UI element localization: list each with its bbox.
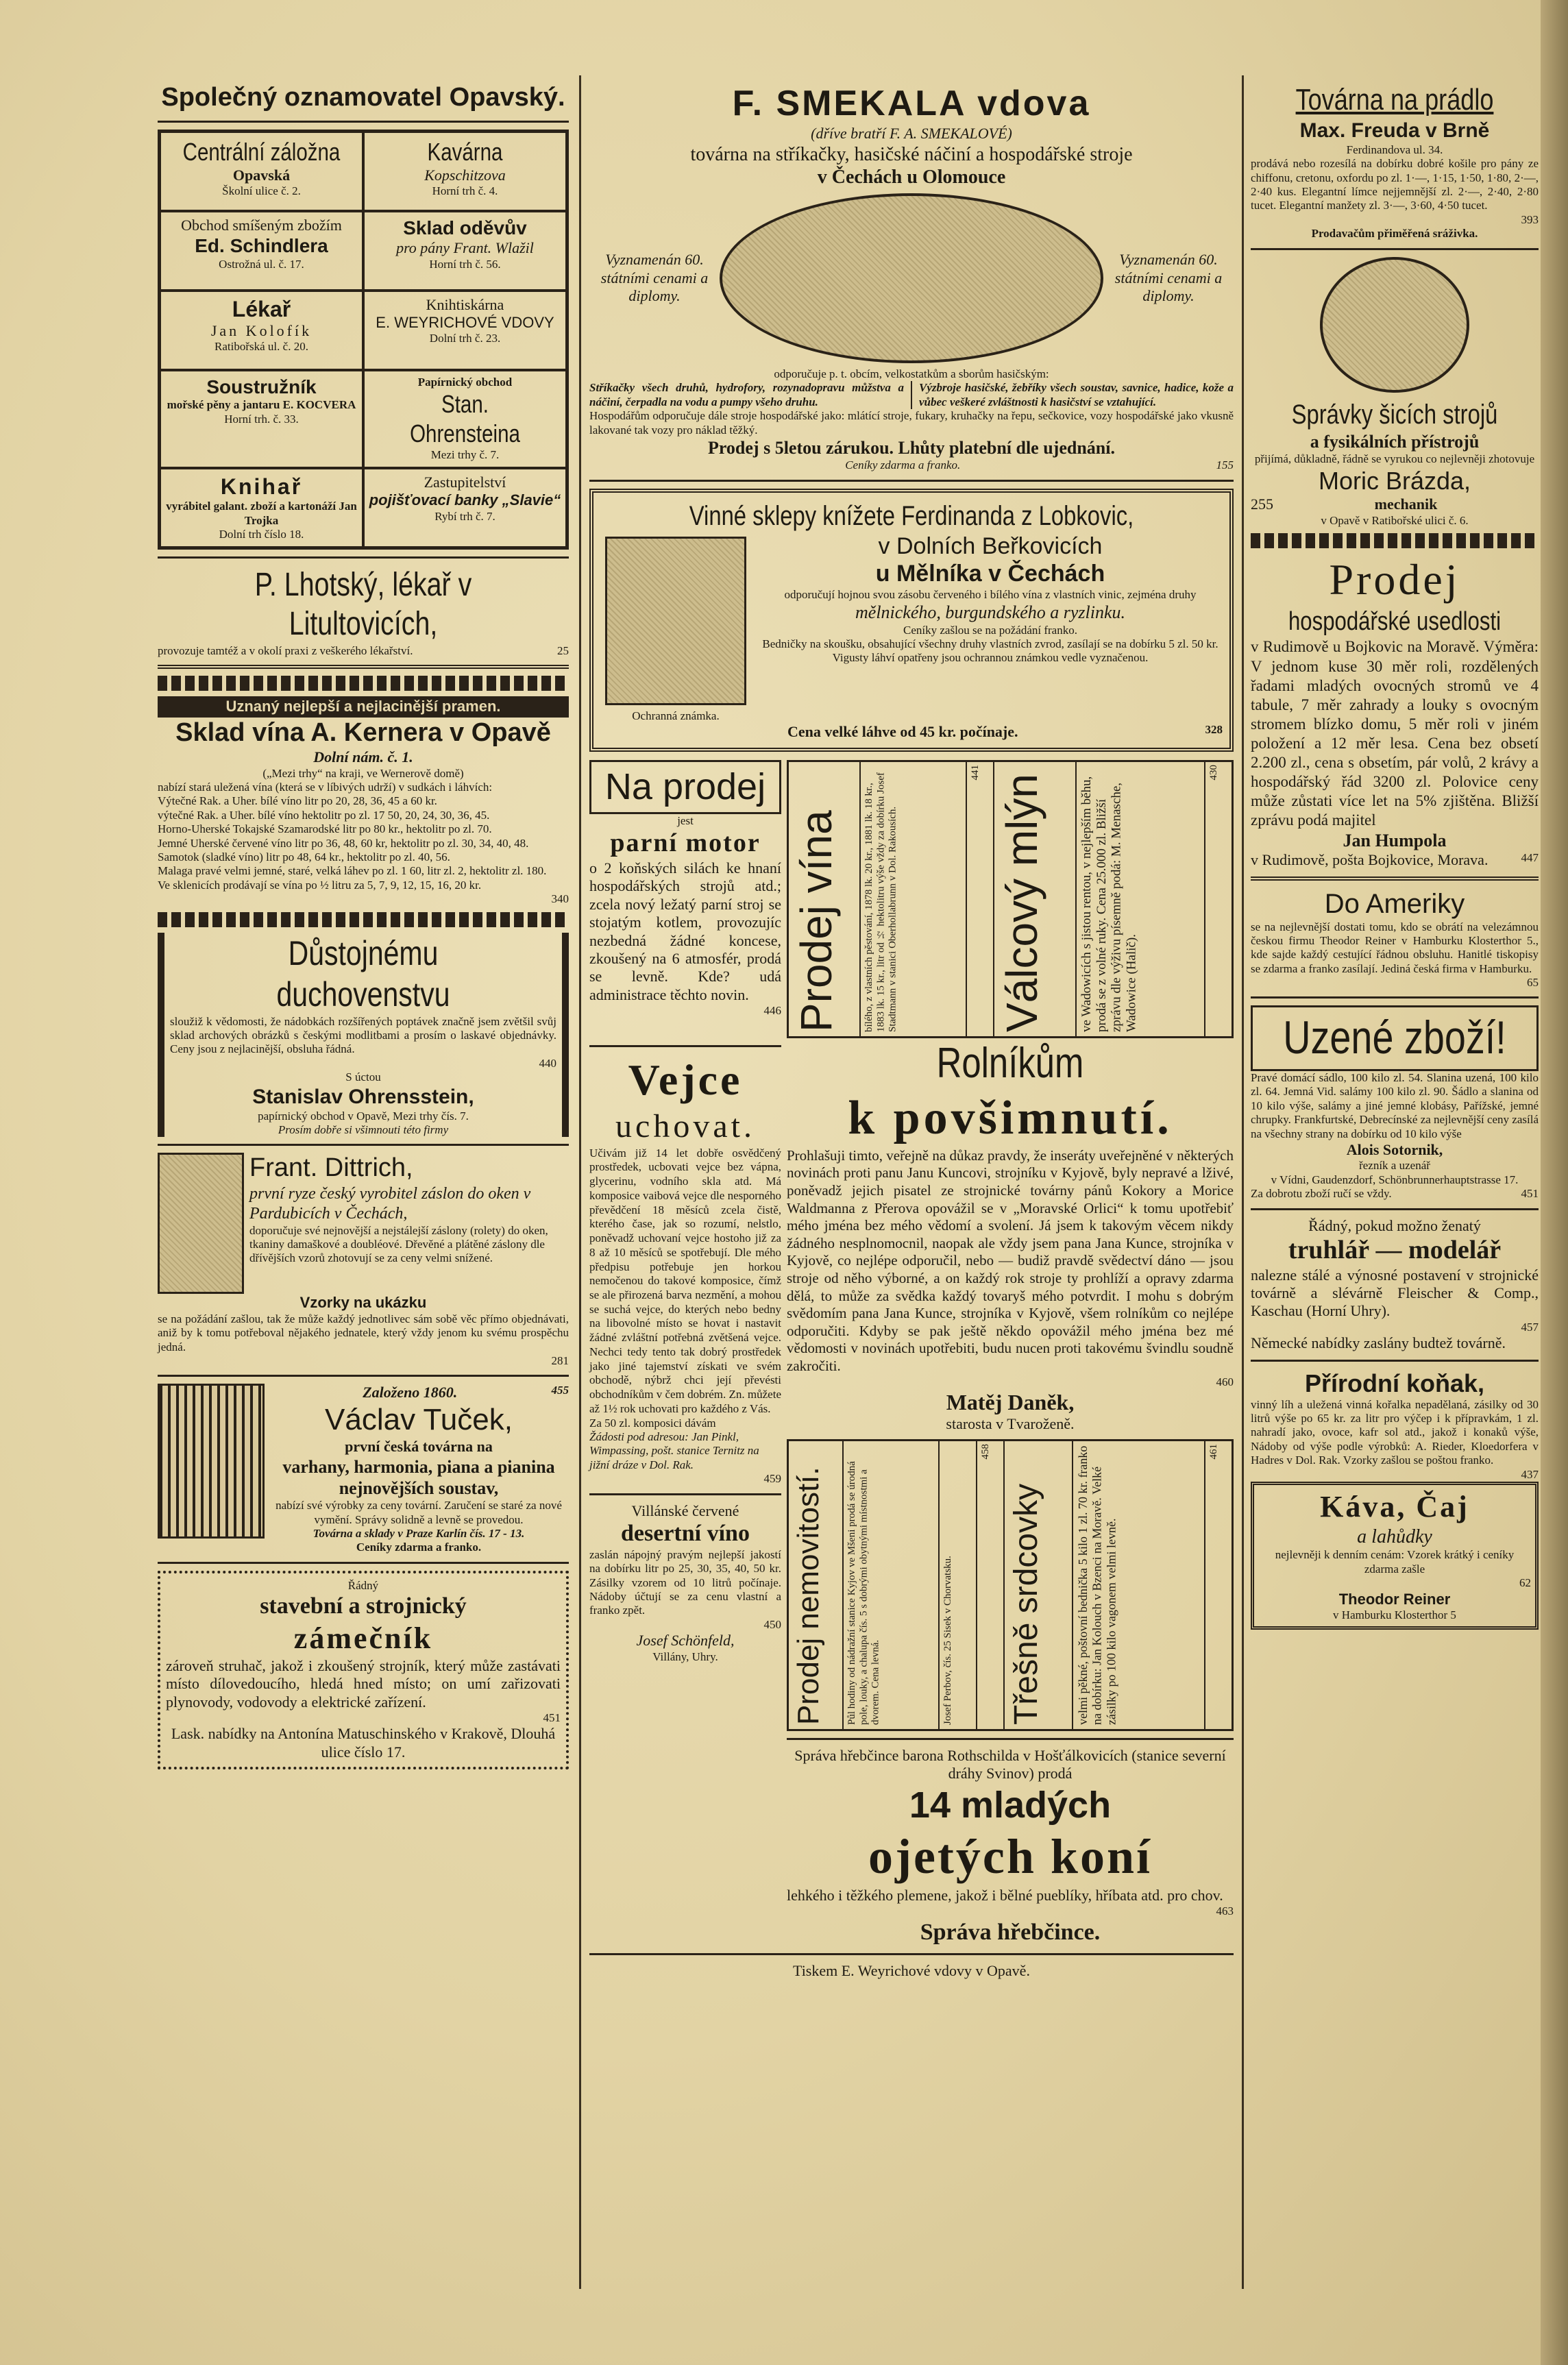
naprodej-text: o 2 koňských silách ke hnaní hospodářských strojů atd.; zcela nový ležatý parní stroj se stojatým kotlem, provozujíc nezbedná žádné koncese, zkoušený na 6 atmosfér, prodá se levně. Kde? udá administrace těchto novin. (589, 859, 781, 1003)
ad-number: 451 (543, 1711, 561, 1724)
divider (158, 1144, 569, 1146)
ornament-border (158, 912, 569, 927)
truhlar-text2: Německé nabídky zaslány budtež továrně. (1251, 1334, 1506, 1352)
entry-title: Zastupitelství (424, 473, 506, 491)
truhlar-head: Řádný, pokud možno ženatý (1308, 1216, 1481, 1234)
trademark-illustration (605, 537, 746, 705)
tucek-price: Ceníky zdarma a franko. (356, 1541, 482, 1554)
lobkovic-ad (589, 489, 1234, 752)
valcovy-text: ve Wadowicích s jistou rentou, v nejlepším běhu, prodá se z volné ruky. Cena 25.000 zl. Bližší zprávu dle výživu písemně podá: M. Menasche, Wadowice (Halič). (1079, 776, 1139, 1033)
divider (1251, 1360, 1539, 1362)
smekala-guarantee: Prodej s 5letou zárukou. Lhůty platební dle ujednání. (707, 437, 1115, 458)
divider (158, 556, 569, 559)
valcovy-ad (994, 762, 1077, 1036)
hostal-text: lehkého i těžkého plemene, jakož i bělné pueblíky, hříbata atd. pro chov. (787, 1886, 1223, 1904)
ad-number: 441 (970, 765, 981, 781)
lobkovic-left (600, 532, 751, 723)
usedlost-owner: Jan Humpola (1343, 830, 1447, 850)
entry-title: Lékař (232, 296, 291, 321)
nemovitosti-address: Josef Perbov, čís. 25 Sisek v Chorvatsku. (942, 1555, 953, 1725)
entry-address: Horní trh. č. 33. (224, 412, 299, 426)
kerner-line: Horno-Uherské Tokajské Szamarodské litr po 80 kr., hektolitr po zl. 70. (158, 822, 492, 836)
divider (589, 1493, 781, 1495)
zamecnik-text2: Lask. nabídky na Antonína Matuschinského v Krakově, Dlouhá ulice číslo 17. (171, 1725, 556, 1761)
dittrich-samples: Vzorky na ukázku (299, 1294, 427, 1312)
business-directory (158, 130, 569, 550)
rolnikum-signature: Matěj Daněk, (946, 1389, 1075, 1414)
entry-sub: Stan. Ohrensteina (410, 389, 520, 448)
ad-number: 437 (1521, 1467, 1539, 1481)
kava-address: v Hamburku Klosterthor 5 (1333, 1608, 1456, 1621)
ad-number: 255 (1251, 495, 1273, 513)
kava-ad (1251, 1482, 1539, 1630)
rolnikum-title (787, 1038, 1234, 1089)
prodejvina-text: bílého, z vlastních pěstování, 1878 lk. 20 kr., 1881 lk. 18 kr., 1883 lk. 15 kr., litr od ½ hektolitru výše vždy za dobírku Josef Stadtmann v stanici Oberhollabrunn v Dol. Rakousích. (863, 772, 898, 1033)
nemovitosti-addr-col (940, 1441, 977, 1729)
ad-number: 281 (551, 1353, 569, 1367)
ad-number: 450 (763, 1617, 781, 1631)
smekala-award-left: Vyznamenán 60. státními cenami a diplomy. (600, 251, 709, 305)
ad-number: 460 (1216, 1375, 1234, 1388)
duch-title-text: Důstojnému duchovenstvu (276, 933, 450, 1014)
nemovitosti-body (844, 1441, 940, 1729)
ad-number: 65 (1527, 976, 1539, 990)
column-rule (579, 75, 581, 2289)
lhotsky-text-body: provozuje tamtéž a v okolí praxi z veškerého lékařství. (158, 644, 413, 657)
fire-equipment-illustration (720, 193, 1103, 363)
ad-number: 457 (1521, 1320, 1539, 1334)
valcovy-title: Válcový mlýn (997, 774, 1046, 1033)
ad-number: 459 (763, 1472, 781, 1486)
duch-ad (158, 933, 569, 1138)
lobkovic-bottle-price (600, 723, 1223, 741)
divider (1251, 877, 1539, 881)
dittrich-title: Frant. Dittrich, (249, 1153, 413, 1183)
lobkovic-right (758, 532, 1223, 723)
ornament-border (1251, 533, 1539, 548)
directory-entry (363, 370, 567, 468)
srdcovky-ad (1005, 1441, 1073, 1729)
uzene-title-text: Uzené zboží! (1283, 1012, 1506, 1064)
smekala-recommend: odporučuje p. t. obcím, velkostatkům a sborům hasičským: (774, 367, 1049, 380)
entry-sub: Ed. Schindlera (195, 234, 328, 256)
divider (158, 121, 569, 123)
directory-entry (160, 291, 363, 370)
usedlost-sub (1251, 606, 1539, 638)
lhotsky-title-text: P. Lhotský, lékař v Litultovicích, (254, 566, 472, 643)
kerner-address: Dolní nám. č. 1. (313, 748, 413, 766)
brazda-name: Moric Brázda, (1318, 467, 1471, 495)
amerika-title: Do Ameriky (1324, 888, 1465, 919)
uzene-title (1255, 1010, 1534, 1066)
srdcovky-body (1073, 1441, 1205, 1729)
kerner-title: Sklad vína A. Kernera v Opavě (175, 718, 551, 747)
entry-title: Soustružník (206, 376, 317, 397)
entry-sub: Jan Kolofík (210, 321, 313, 339)
tucek-founded (269, 1384, 569, 1401)
entry-title: Centrální záložna (182, 137, 341, 166)
ornament-border (158, 676, 569, 691)
ad-number: 340 (551, 892, 569, 906)
rolnikum-signature2: starosta v Tvaroženě. (946, 1415, 1075, 1433)
lobkovic-price: Ceníky zašlou se na požádání franko. (903, 623, 1077, 637)
divider (1251, 1208, 1539, 1210)
brazda-sub: a fysikálních přístrojů (1310, 431, 1480, 452)
vejce-text: Učivám již 14 let dobře osvědčený prostředek, ucbovati vejce bez vápna, glycerinu, vodního skla atd. Má komposice vaibová vejce dle nesporného převědčení 18 měsíců zcela čistě, kterého čase, jak so rozumí, nelstlo, poněvadž uchovaní vejce hostoho již za 8 až 10 měsíců se spotřebují. Dle mého předpisu potřebuje jen horkou nemočenou do takové komposice, čímž se ale přirozená barva nezmění, a mohou se suchá vejce, do kterých nebo bedny na libovolné místo se hovat i nastavit žádné zvláštní potřebná zvětšená vejce. Nechci tedy tento tak dobrý prostředek jako jiné tajemství získati ve svém obchodě, nýbrž chci její převésti obchodníkům v čem dobrém. Zn. můžete až 1½ rok uchovati pro každého z Vás. (589, 1146, 781, 1415)
kava-sub: a lahůdky (1357, 1525, 1432, 1547)
tucek-address: Továrna a sklady v Praze Karlín čís. 17 - 13. (313, 1527, 525, 1541)
entry-title: Knihař (220, 474, 303, 499)
kerner-line: výtečné Rak. a Uher. bílé víno hektolitr po zl. 17 50, 20, 24, 30, 36, 45. (158, 808, 490, 822)
smekala-illustration-row (589, 189, 1234, 367)
kerner-price-list (158, 781, 569, 892)
rolnikum-text: Prohlašuji timto, veřejně na důkaz pravdy, že inseráty uveřejněné v některých novinách proti panu Janu Kuncovi, strojníku v Kyjově, byly nepravé a lživé, poněvadž jejich pisatel ze strojnické továrny pánů Kokory a Morice Waldmanna z Přerova opovážil se v „Moravské Orlici“ k tomu upotřebiť mého jména bez mého vědomí a svolení. Já jsem k takovým věcem nikdy žádného nesplnomocnil, naopak ale vždy jsem pana Jana Kunce, strojníka v Kyjově, co nejlépe odporučil, nebo — budiž pravdě svědectví dáno — jsou stroje od něho výborné, a on každý rok stroje ty prohlíží a opravy zdarma dělá, to může za svědka každý tovaryš mého potvrdit. I mohu s dobrým svědomím pana Jana Kunce, strojníka v Kyjově, všem rolníkům co nejlépe odporučiti. Kdyby se pak ještě někdo opovážil mého jména bez mé vědomosti v novinách upotřebiti, budu nucen proti takovému švindlu soudně zakročiti. (787, 1147, 1234, 1374)
lobkovic-text3: Vigusty láhví opatřeny jsou ochrannou známkou vedle vyznačenou. (832, 651, 1149, 665)
usedlost-title: Prodej (1329, 555, 1460, 604)
smekala-products-left: Stříkačky všech druhů, hydrofory, rozynadopravu můžstva a náčiní, čerpadla na vodu a pumpy všeho druhu. (589, 381, 904, 408)
lobkovic-text: odporučují hojnou svou zásobu červeného i bílého vína z vlastních vinic, zejména druhy (784, 588, 1197, 602)
entry-address: Rybí trh č. 7. (434, 509, 495, 523)
lobkovic-location2: u Mělníka v Čechách (875, 561, 1105, 587)
ad-number: 451 (1521, 1187, 1539, 1201)
usedlost-sub-text: hospodářské usedlosti (1288, 606, 1502, 636)
column-rule (1242, 75, 1244, 2289)
smekala-award-right: Vyznamenán 60. státními cenami a diplomy. (1114, 251, 1223, 305)
smekala-price (589, 458, 1234, 472)
divider (589, 1045, 781, 1047)
lower-block (589, 1038, 1234, 1946)
rolnikum-sub: k povšimnutí. (848, 1091, 1173, 1144)
column-left (158, 82, 569, 1769)
entry-address: Mezi trhy č. 7. (430, 448, 500, 462)
vertical-ads-2 (787, 1439, 1234, 1731)
kerner-line: Výtečné Rak. a Uher. bílé víno litr po 20, 28, 36, 45 a 60 kr. (158, 794, 437, 808)
lobkovic-kinds: mělnického, burgundského a ryzlinku. (855, 602, 1125, 623)
rolnikum-column (787, 1038, 1234, 1946)
lobkovic-location: v Dolních Beřkovicích (878, 532, 1103, 559)
brazda-title (1251, 398, 1539, 431)
hostal-big2: ojetých koní (868, 1829, 1152, 1885)
entry-title: Obchod smíšeným zbožím (181, 216, 342, 234)
kava-name: Theodor Reiner (1338, 1590, 1451, 1608)
pradlo-text: prodává nebo rozesílá na dobírku dobré košile pro pány ze chiffonu, cretonu, oxfordu po zl. 1·—, 1·15, 1·50, 1·80, 2·—, 2·40 kus. Elegantní límce nejjemnější zl. 2·—, 2·40, 2·80 tucet. Elegantní manžety zl. 3·—, 3·60, 4·50 tucet. (1251, 157, 1539, 212)
kava-title: Káva, Čaj (1320, 1490, 1469, 1524)
smekala-sub: (dříve bratří F. A. SMEKALOVÉ) (811, 125, 1012, 143)
ad-number: 25 (557, 644, 569, 657)
tucek-text: nabízí své výrobky za ceny tovární. Zaručení se staré za nové vymění. Správy solidně a levně se provedou. (275, 1499, 562, 1526)
pradlo-title-text: Továrna na prádlo (1295, 83, 1494, 117)
usedlost-address (1251, 851, 1539, 869)
villany-title: desertní víno (621, 1520, 750, 1546)
ad-number: 463 (1216, 1904, 1234, 1918)
ad-number: 440 (539, 1056, 556, 1070)
uzene-name: Alois Sotornik, (1346, 1141, 1443, 1159)
lobkovic-mark: Ochranná známka. (632, 709, 720, 722)
directory-entry (160, 468, 363, 548)
divider (158, 665, 569, 669)
zamecnik-title: stavební a strojnický (260, 1593, 467, 1619)
divider (1251, 248, 1539, 250)
tucek-products: varhany, harmonia, piana a pianina nejnovějších soustav, (282, 1456, 555, 1499)
entry-title: Knihtiskárna (426, 295, 504, 313)
lobkovic-bottle-price-text: Cena velké láhve od 45 kr. počínaje. (787, 722, 1018, 740)
organ-illustration (158, 1384, 265, 1539)
brazda-title-text: Správky šicích strojů (1291, 399, 1498, 430)
portrait-medallion (1320, 257, 1469, 393)
kerner-line: Ve sklenicích prodávají se vína po ½ litru za 5, 7, 9, 12, 15, 16, 20 kr. (158, 878, 482, 892)
column-right (1251, 82, 1539, 1630)
duch-title (170, 933, 556, 1015)
ad-number: 455 (551, 1384, 569, 1397)
lobkovic-title (600, 500, 1223, 532)
ad-number: 62 (1519, 1576, 1531, 1590)
entry-sub: pojišťovací banky „Slavie“ (369, 491, 561, 509)
uzene-header-box (1251, 1005, 1539, 1071)
divider (787, 1738, 1234, 1740)
directory-entry (160, 370, 363, 468)
pradlo-firm: Max. Freuda v Brně (1299, 119, 1490, 142)
usedlost-text: v Rudimově u Bojkovic na Moravě. Výměra: V jednom kuse 30 měr roli, rozdělených řadami mladých ovocných stromů ve 4 tabule, 7 měr zahrady a louky s ovocným stromem blízko domu, 5 měr roli v jiném položení a 12 měr lesa. Cena bez obsetí 2.200 zl., cena s obsetím, pár volů, 2 krávy a hospodářský řád 3200 zl. Polovice ceny může zůstati více let na 5% zjištěna. Bližší zprávu podá majitel (1251, 638, 1539, 829)
divider (1251, 996, 1539, 998)
srdcovky-text: velmi pěkné, poštovní bednička 5 kilo 1 zl. 70 kr. franko na dobírku: Jan Kolouch v Bzenci na Moravě. Velké zásilky po 100 kilo vagonem velmi levně. (1076, 1445, 1118, 1725)
nemovitosti-text: Půl hodiny od nádražní stanice Kyjov ve Mšeni prodá se úrodná pole, louky, a chalupa čís. 5 s dobrými obytnými místnostmi a dvorem. Cena levná. (846, 1460, 881, 1725)
tucek-founded-text: Založeno 1860. (363, 1384, 458, 1401)
dittrich-text2: se na požádání zašlou, tak že může každý jednotlivec sám sobě věc přímo objednávati, aniž by k tomu potřeboval nějakého jednatele, který vždy jenom ku svému prospěchu jedná. (158, 1312, 569, 1353)
tucek-sub: první česká továrna na (345, 1438, 493, 1456)
entry-address: Horní trh č. 4. (432, 184, 498, 198)
entry-title: Papírnický obchod (417, 375, 513, 389)
middle-block (589, 760, 1234, 1038)
duch-signature: Stanislav Ohrensstein, (252, 1085, 474, 1108)
tucek-title: Václav Tuček, (325, 1402, 513, 1436)
naprodej-title: Na prodej (604, 766, 766, 808)
smekala-location: v Čechách u Olomouce (817, 167, 1006, 188)
entry-sub: Kopschitzova (424, 166, 506, 184)
truhlar-text: nalezne stálé a výnosné postavení v strojnické továrně a slévárně Fleischer & Comp., Kaschau (Horní Uhry). (1251, 1266, 1539, 1320)
kerner-line: nabízí stará uležená vína (která se v líbivých udrží) v sudkách i láhvích: (158, 781, 493, 794)
lhotsky-title (158, 565, 569, 644)
srdcovky-number (1205, 1441, 1232, 1729)
prodejvina-title: Prodej vína (792, 810, 841, 1033)
kerner-banner: Uznaný nejlepší a nejlacinější pramen. (158, 696, 569, 717)
vejce-address: Žádosti pod adresou: Jan Pinkl, Wimpassing, pošt. stanice Ternitz na jižní dráze v Dol. Rak. (589, 1430, 759, 1471)
pradlo-title (1251, 82, 1539, 119)
duch-respect: S úctou (345, 1070, 381, 1084)
srdcovky-title: Třešně srdcovky (1008, 1483, 1044, 1725)
divider (158, 1562, 569, 1564)
lobkovic-title-text: Vinné sklepy knížete Ferdinanda z Lobkovic, (689, 500, 1134, 531)
dittrich-text: doporučuje své nejnovější a nejstálejší záslony (rolety) do oken, tkaniny damaškové a doubléové. Dřevěné a plátěné záslony dle dřívějších vzorů zhotovují se za ceny velmi snížené. (249, 1223, 548, 1265)
valcovy-body (1077, 762, 1205, 1036)
lobkovic-body (600, 532, 1223, 723)
brazda-prof (1251, 495, 1539, 513)
naprodej-jest: jest (677, 814, 694, 828)
column-header: Společný oznamovatel Opavský. (161, 83, 565, 112)
vertical-ads (787, 760, 1234, 1038)
directory-entry (363, 132, 567, 211)
kerner-line: Jemné Uherské červené víno litr po 36, 48, 60 kr, hektolitr po zl. 30, 34, 40, 48. (158, 836, 529, 850)
entry-title: Sklad oděvův (403, 217, 527, 238)
amerika-text: se na nejlevnější dostati tomu, kdo se obrátí na velezámnou českou firmu Theodor Reiner v Hamburku Klosterthor 5., kde sajde každý cestující řádnou obsluhu. Hanitlé tiskopisy se zdarma a franko zasílají. Jediná česká firma v Hamburku. (1251, 920, 1539, 975)
directory-entry (363, 291, 567, 370)
usedlost-address-text: v Rudimově, pošta Bojkovice, Morava. (1251, 851, 1489, 869)
ad-number: 430 (1208, 765, 1219, 781)
kerner-line: Malaga pravé velmi jemné, staré, velká láhev po zl. 1 60, litr zl. 2, hektolitr zl. 180. (158, 864, 547, 878)
page-edge (1541, 0, 1568, 2365)
pradlo-address: Ferdinandova ul. 34. (1346, 143, 1443, 156)
prodejvina-ad (789, 762, 861, 1036)
directory-entry (363, 468, 567, 548)
konak-text: vinný líh a uležená vinná kořalka nepadělaná, zásilky od 30 litrů výše po 65 kr. za litr pro výčep i k přípravkám, 1 zl. nahradí jako, ovoce, kafr sol atd., jakož i konaků výše, Nádoby od výše podle výrobků: A. Rieder, Kloedorfera v Hadres v Dol. Rak. Vzorky zašlou se poštou franko. (1251, 1397, 1539, 1467)
naprodej-ad (589, 760, 781, 1038)
tucek-ad (158, 1384, 569, 1555)
uzene-text: Pravé domácí sádlo, 100 kilo zl. 54. Slanina uzená, 100 kilo zl. 64. Jemná Vid. salámy 100 kilo zl. 90. Šádlo a slanina od 10 kilo výše, salámy a jiné jemné klobásy, Pařížské, jemné chrupky. Frankfurtské, Debrecínské za nejlevnější ceny zasílá na všechny strany na dobírku od 10 kilo výše (1251, 1071, 1539, 1140)
smekala-products-right: Výzbroje hasičské, žebříky všech soustav, savnice, hadice, kože a vůbec veškeré zvláštnosti k hasičství se vztahující. (919, 381, 1234, 408)
zamecnik-title2: zámečník (293, 1621, 433, 1655)
villany-signature2: Villány, Uhry. (652, 1650, 718, 1663)
uzene-address: v Vídni, Gaudenzdorf, Schönbrunnerhauptstrasse 17. (1271, 1173, 1519, 1186)
printer-footer: Tiskem E. Weyrichové vdovy v Opavě. (793, 1962, 1030, 1980)
entry-sub: vyrábitel galant. zboží a kartonáží Jan Trojka (166, 500, 357, 527)
blind-illustration (158, 1153, 244, 1294)
entry-address: Ostrožná ul. č. 17. (219, 257, 304, 271)
nemovitosti-number (977, 1441, 1005, 1729)
ad-number: 461 (1208, 1443, 1219, 1460)
zamecnik-ad (158, 1571, 569, 1769)
hostal-signature: Správa hřebčince. (920, 1919, 1101, 1945)
directory-entry (160, 211, 363, 291)
konak-title: Přírodní koňak, (1304, 1369, 1485, 1397)
naprodej-motor: parní motor (610, 829, 761, 858)
smekala-title: F. SMEKALA vdova (732, 84, 1091, 123)
dittrich-sub: první ryze český vyrobitel záslon do oken v Pardubicích v Čechách, (249, 1184, 531, 1223)
smekala-text: Hospodářům odporučuje dále stroje hospodářské jako: mlátící stroje, fukary, kruhačky na řepu, sečkovice, vozy hospodářské jako vkusně lakované tak vozy pro náklad těžký. (589, 409, 1234, 437)
ad-number: 446 (763, 1004, 781, 1018)
ad-number: 458 (980, 1443, 991, 1460)
zamecnik-head: Řádný (347, 1578, 379, 1592)
divider (589, 1953, 1234, 1955)
ad-number: 393 (1521, 212, 1539, 226)
vejce-sub: uchovat. (615, 1108, 755, 1145)
entry-sub: mořské pěny a jantaru E. KOCVERA (167, 398, 356, 412)
lhotsky-text (158, 644, 569, 658)
kava-text: nejlevněji k denním cenám: Vzorek krátký i ceníky zdarma zašle (1275, 1548, 1515, 1576)
zamecnik-text: zároveň struhač, jakož i zkoušený strojník, který může zastávati místo dílovedoucího, hledá hned místo; on umí zařizovati plynovody, vodovody a elektrické zařízení. (166, 1656, 561, 1711)
kerner-line: Samotok (sladké víno) litr po 48, 64 kr., hektolitr po zl. 40, 56. (158, 850, 450, 864)
villany-signature: Josef Schönfeld, (636, 1632, 735, 1650)
nemovitosti-ad (789, 1441, 844, 1729)
hostal-big: 14 mladých (909, 1784, 1112, 1826)
directory-entry (363, 211, 567, 291)
duch-note: Prosím dobře si všimnouti této firmy (278, 1123, 449, 1136)
entry-sub: E. WEYRICHOVÉ VDOVY (376, 313, 554, 331)
nemovitosti-title: Prodej nemovitostí. (792, 1467, 825, 1725)
lobkovic-text2: Bedničky na skoušku, obsahující všechny druhy vlastních zvrod, zasílají se na dobírku 5 zl. 50 kr. (762, 637, 1218, 651)
smekala-price-text: Ceníky zdarma a franko. (845, 458, 961, 472)
brazda-address: v Opavě v Ratibořské ulici č. 6. (1321, 513, 1469, 527)
divider (589, 480, 1234, 482)
divider (158, 1375, 569, 1377)
vejce-title: Vejce (628, 1055, 743, 1105)
ad-number: 155 (1216, 458, 1234, 472)
entry-sub: Opavská (232, 166, 291, 184)
villany-text: zaslán nápojný pravým nejlepší jakostí na dobírku litr po 25, 30, 35, 40, 50 kr. Zásilky vzorem od 10 litrů počínaje. Nádoby účtují se za cenu vlastní a franko zpět. (589, 1547, 781, 1617)
ad-number: 447 (1521, 851, 1539, 865)
entry-sub: pro pány Frant. Wlažil (396, 239, 534, 257)
entry-address: Školní ulice č. 2. (222, 184, 301, 198)
dittrich-ad (158, 1153, 569, 1294)
truhlar-title: truhlář — modelář (1288, 1235, 1502, 1264)
uzene-prof: řezník a uzenář (1359, 1159, 1430, 1173)
vejce-ad (589, 1038, 781, 1946)
brazda-prof-text: mechanik (1374, 495, 1438, 513)
smekala-products (589, 381, 1234, 409)
entry-address: Ratibořská ul. č. 20. (215, 340, 308, 354)
entry-title: Kavárna (427, 137, 503, 166)
entry-address: Dolní trh č. 23. (429, 332, 501, 345)
villany-head: Villánské červené (631, 1502, 739, 1519)
prodejvina-number (967, 762, 994, 1036)
divider (911, 381, 912, 409)
ad-number: 328 (1205, 722, 1223, 736)
column-middle (589, 82, 1234, 1981)
pradlo-note: Prodavačům přiměřená sráživka. (1311, 227, 1478, 241)
naprodej-box (589, 760, 781, 814)
kerner-address-note: („Mezi trhy“ na kraji, ve Wernerově domě) (262, 766, 464, 780)
brazda-text: přijímá, důkladně, řádně se vyrukou co nejlevněji zhotovuje (1254, 452, 1535, 465)
entry-address: Horní trh č. 56. (429, 257, 501, 271)
hostal-title: Správa hřebčince barona Rothschilda v Hošťálkovicích (stanice severní dráhy Svinov) prodá (794, 1746, 1226, 1782)
entry-address: Dolní trh číslo 18. (219, 527, 304, 541)
duch-text: sloužiž k vědomosti, že nádobkách rozšířených poptávek značně jsem zvětšil svůj sklad archových obrázků s českými modlitbami a prosím o laskavé objednávky. Ceny jsou z nejlacinější, obsluha řádná. (170, 1014, 556, 1056)
smekala-line: továrna na stříkačky, hasičské náčiní a hospodářské stroje (690, 143, 1133, 165)
directory-entry (160, 132, 363, 211)
vejce-price: Za 50 zl. komposici dávám (589, 1416, 716, 1430)
prodejvina-body (861, 762, 967, 1036)
uzene-note (1251, 1187, 1539, 1201)
rolnikum-title-text: Rolníkům (936, 1040, 1084, 1088)
uzene-note-text: Za dobrotu zboží ručí se vždy. (1251, 1187, 1392, 1201)
duch-signature-note: papírnický obchod v Opavě, Mezi trhy čís. 7. (258, 1109, 469, 1123)
valcovy-number (1205, 762, 1232, 1036)
